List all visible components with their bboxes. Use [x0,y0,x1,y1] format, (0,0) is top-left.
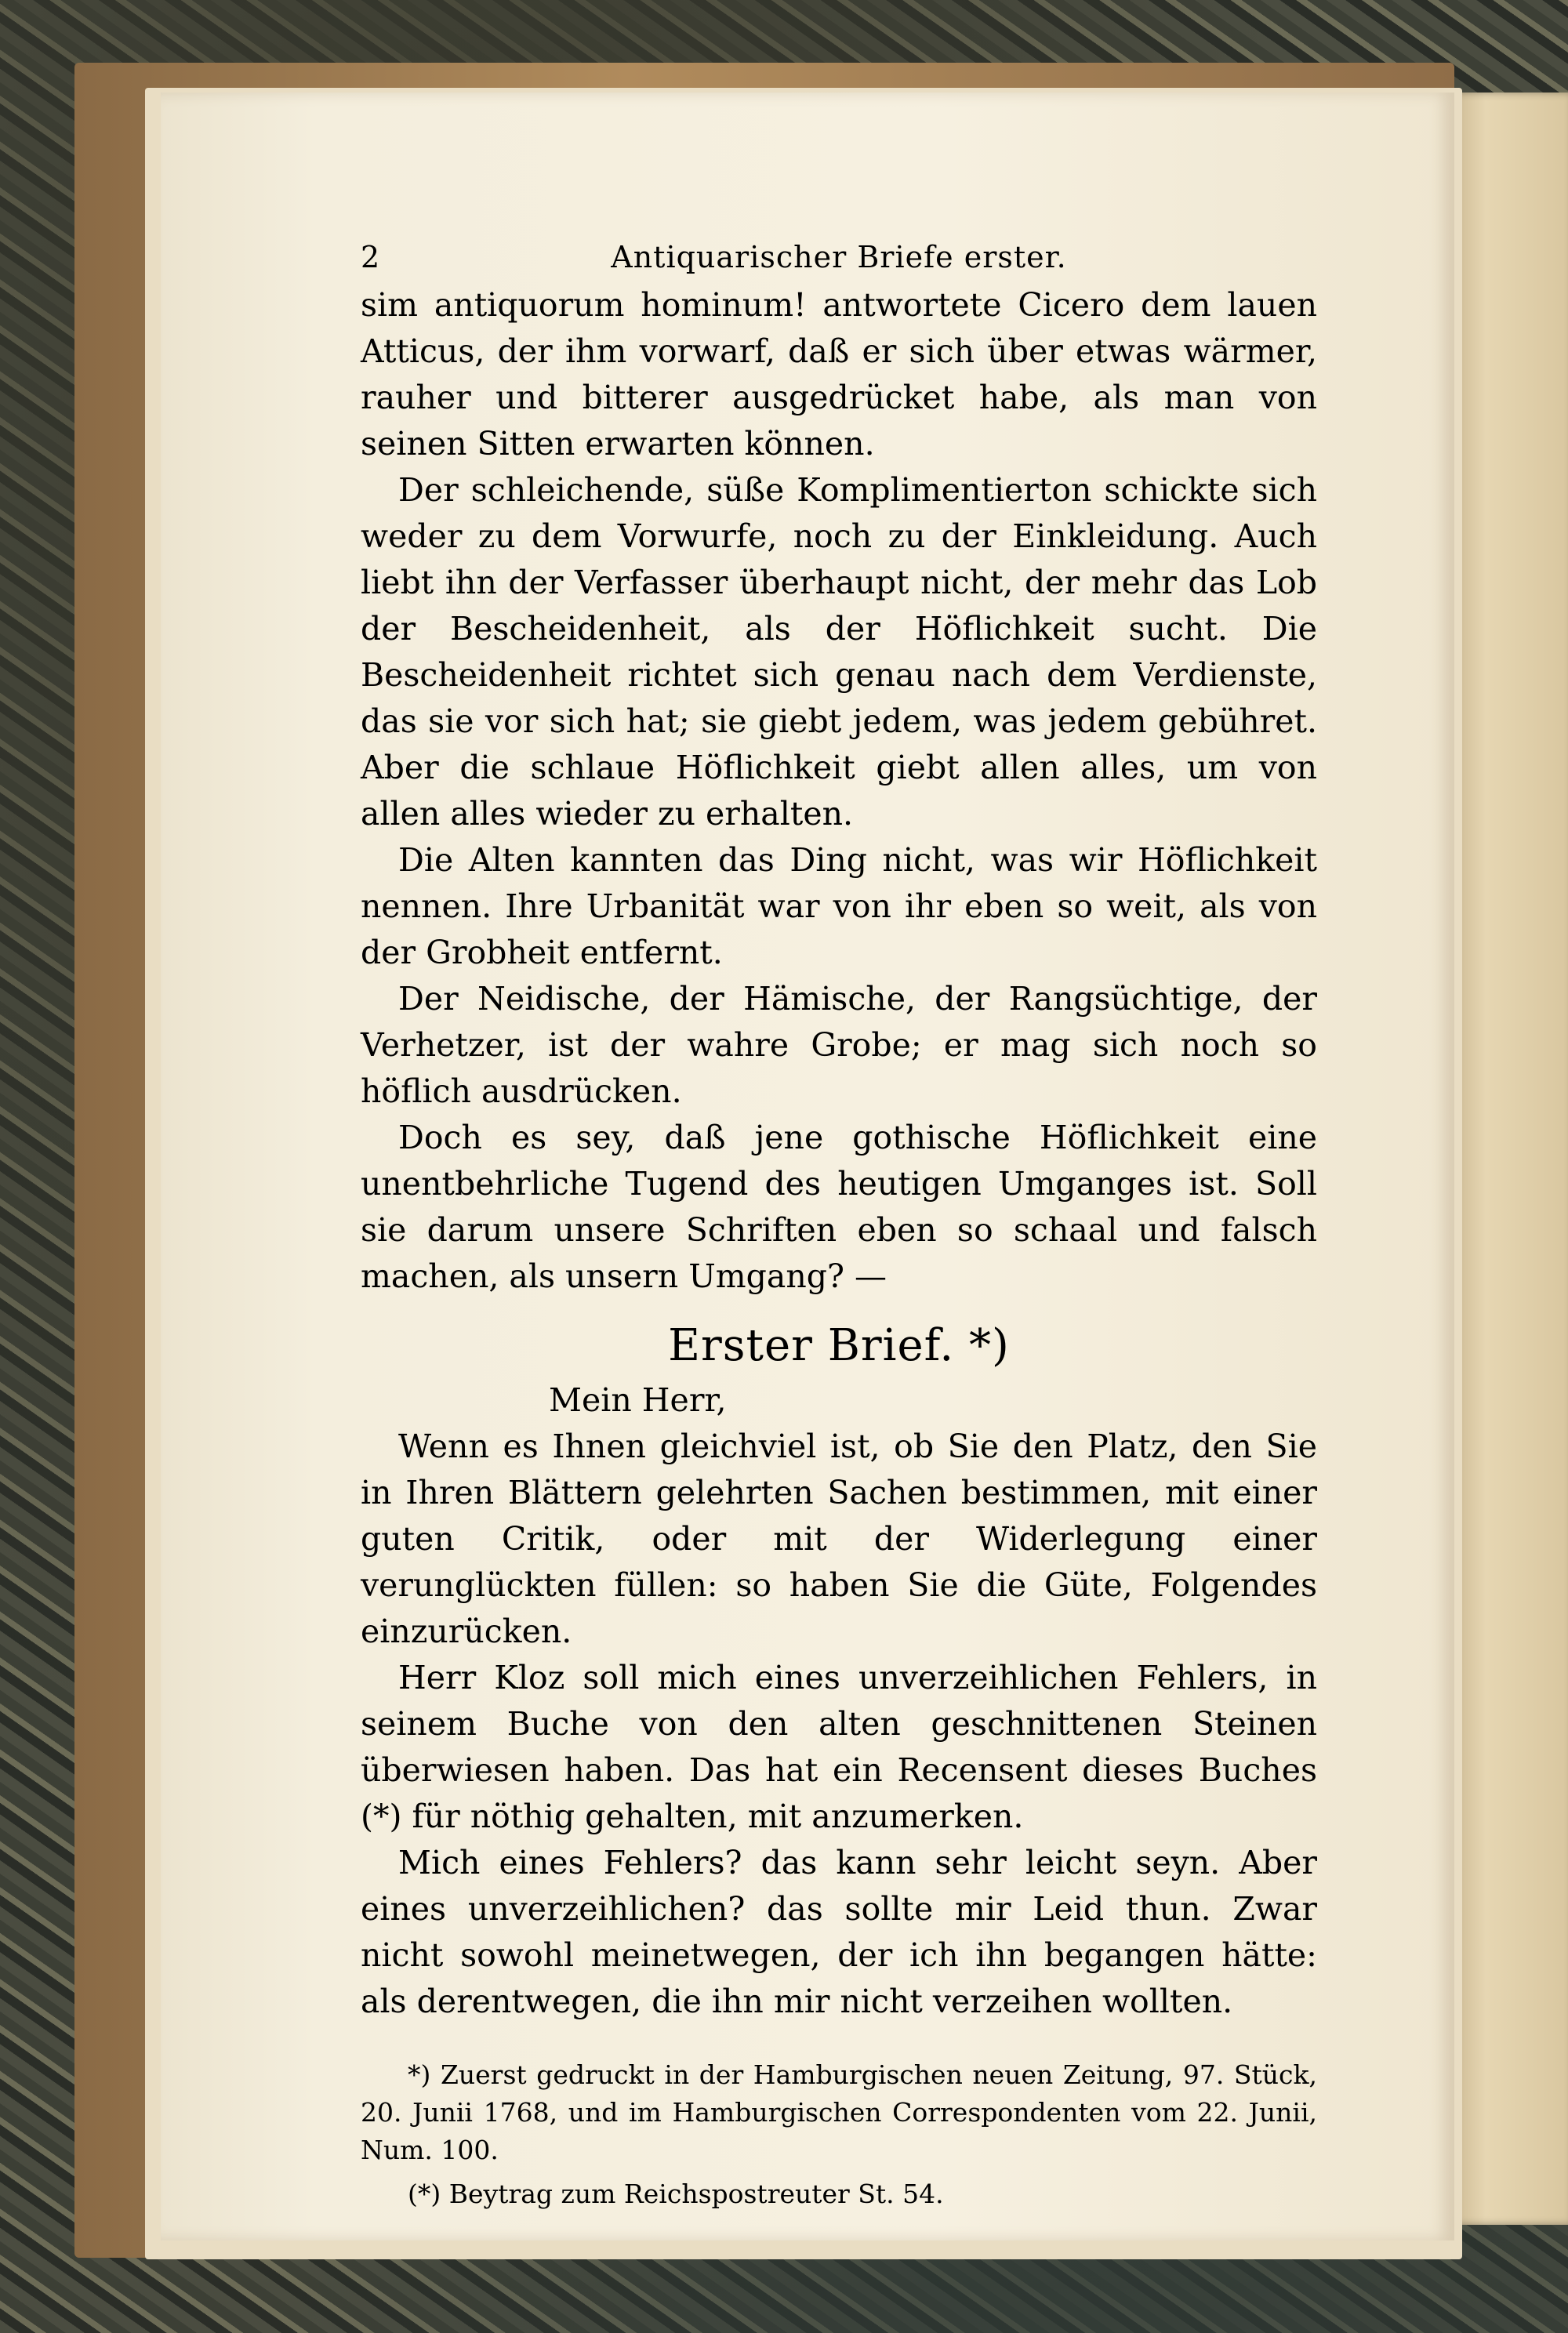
intro-paragraph-2: Der schleichende, süße Komplimentierton schickte sich weder zu dem Vorwurfe, noch zu der Einkleidung. Auch liebt ihn der Verfasser überhaupt nicht, der mehr das Lob der Bescheidenheit, als der Höflichkeit sucht. Die Bescheidenheit richtet sich genau nach dem Verdienste, das sie vor sich hat; sie giebt jedem, was jedem gebühret. Aber die schlaue Höflichkeit giebt allen alles, um von allen alles wieder zu erhalten. [361,471,1317,833]
letter-paragraph-2: Herr Kloz soll mich eines unverzeihlichen Fehlers, in seinem Buche von den alten geschnittenen Steinen überwiesen haben. Das hat ein Recensent dieses Buches (*) für nöthig gehalten, mit anzumerken. [361,1659,1317,1835]
intro-paragraph-1: sim antiquorum hominum! antwortete Cicero dem lauen Atticus, der ihm vorwarf, daß er sich über etwas wärmer, rauher und bitterer ausgedrücket habe, als man von seinen Sitten erwarten können. [361,286,1317,463]
footnote-2: (*) Beytrag zum Reichspostreuter St. 54. [408,2179,944,2209]
salutation: Mein Herr, [549,1381,727,1419]
intro-paragraph-4: Der Neidische, der Hämische, der Rangsüchtige, der Verhetzer, ist der wahre Grobe; er mag sich noch so höflich ausdrücken. [361,980,1317,1110]
facing-page-edge [1450,93,1568,2225]
letter-paragraph-3: Mich eines Fehlers? das kann sehr leicht seyn. Aber eines unverzeihlichen? das sollte mir Leid thun. Zwar nicht sowohl meinetwegen, der ich ihn begangen hätte: als derentwegen, die ihn mir nicht verzeihen wollten. [361,1844,1317,2020]
footnotes [361,2056,1317,2213]
page-header [361,235,1317,282]
letter-title: Erster Brief. *) [668,1320,1010,1371]
page-number: 2 [361,240,380,274]
letter-paragraph-1: Wenn es Ihnen gleichviel ist, ob Sie den Platz, den Sie in Ihren Blättern gelehrten Sachen bestimmen, mit einer guten Critik, oder mit der Widerlegung einer verunglückten füllen: so haben Sie die Güte, Folgendes einzurücken. [361,1428,1317,1650]
intro-paragraph-5: Doch es sey, daß jene gothische Höflichkeit eine unentbehrliche Tugend des heutigen Umganges ist. Soll sie darum unsere Schriften eben so schaal und falsch machen, als unsern Umgang? — [361,1119,1317,1295]
text-column [361,235,1317,2213]
footnote-1: *) Zuerst gedruckt in der Hamburgischen neuen Zeitung, 97. Stück, 20. Junii 1768, und im Hamburgischen Correspondenten vom 22. Junii, Num. 100. [361,2059,1317,2165]
intro-paragraph-3: Die Alten kannten das Ding nicht, was wir Höflichkeit nennen. Ihre Urbanität war von ihr eben so weit, als von der Grobheit entfernt. [361,841,1317,971]
running-title: Antiquarischer Briefe erster. [611,240,1067,274]
